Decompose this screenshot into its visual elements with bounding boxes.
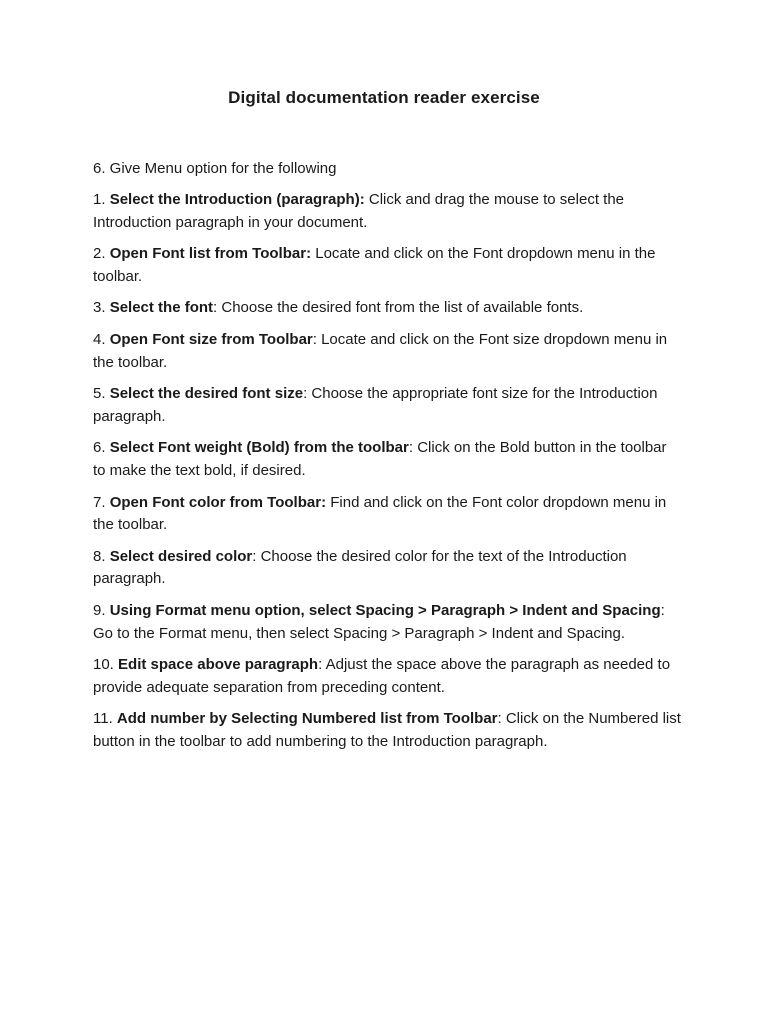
step-heading: Select desired color — [109, 547, 253, 565]
step-item — [93, 546, 683, 591]
step-text: : Choose the desired color for the text of the Introduction paragraph. — [93, 547, 627, 588]
step-text: : Go to the Format menu, then select Spacing > Paragraph > Indent and Spacing. — [93, 601, 665, 642]
step-number: 2. — [93, 245, 110, 263]
step-heading: Add number by Selecting Numbered list from Toolbar — [116, 710, 498, 728]
step-number: 11. — [93, 710, 117, 728]
step-number: 4. — [93, 330, 110, 348]
step-heading: Open Font color from Toolbar: — [109, 493, 327, 511]
step-heading: Select the font — [109, 299, 214, 317]
step-number: 9. — [93, 601, 110, 619]
intro-line: 6. Give Menu option for the following — [93, 160, 337, 177]
step-item — [93, 437, 683, 482]
step-heading: Select the desired font size — [109, 385, 304, 403]
step-heading: Select the Introduction (paragraph): — [109, 191, 365, 208]
step-item — [93, 329, 683, 374]
step-text: Click and drag the mouse to select the Introduction paragraph in your document. — [93, 191, 625, 231]
step-item — [93, 297, 683, 320]
step-number: 6. — [93, 439, 110, 457]
step-heading: Using Format menu option, select Spacing > Paragraph > Indent and Spacing — [109, 601, 661, 619]
step-item — [93, 708, 683, 753]
step-item — [93, 383, 683, 428]
step-text: : Click on the Bold button in the toolbar to make the text bold, if desired. — [93, 439, 667, 479]
step-number: 10. — [93, 656, 119, 674]
step-text: : Adjust the space above the paragraph as needed to provide adequate separation from preceding content. — [93, 656, 671, 696]
step-number: 7. — [93, 493, 110, 511]
step-heading: Open Font size from Toolbar — [109, 330, 313, 348]
step-text: : Choose the desired font from the list of available fonts. — [213, 299, 584, 317]
step-text: Find and click on the Font color dropdown menu in the toolbar. — [93, 493, 667, 534]
step-heading: Edit space above paragraph — [118, 656, 319, 674]
steps-list — [93, 189, 683, 762]
step-item — [93, 243, 683, 288]
step-number: 1. — [93, 191, 110, 208]
step-item — [93, 600, 683, 645]
step-text: : Click on the Numbered list button in the toolbar to add numbering to the Introduction paragraph. — [93, 710, 681, 750]
step-text: Locate and click on the Font dropdown menu in the toolbar. — [93, 245, 656, 285]
document-title: Digital documentation reader exercise — [228, 88, 540, 107]
step-number: 3. — [93, 299, 110, 317]
step-item — [93, 492, 683, 537]
step-number: 8. — [93, 547, 110, 565]
step-item — [93, 189, 683, 234]
step-text: : Choose the appropriate font size for the Introduction paragraph. — [93, 385, 658, 425]
step-text: : Locate and click on the Font size dropdown menu in the toolbar. — [93, 330, 668, 371]
step-number: 5. — [93, 385, 110, 403]
step-heading: Select Font weight (Bold) from the toolbar — [109, 439, 409, 457]
step-item — [93, 654, 683, 699]
step-heading: Open Font list from Toolbar: — [109, 245, 312, 263]
